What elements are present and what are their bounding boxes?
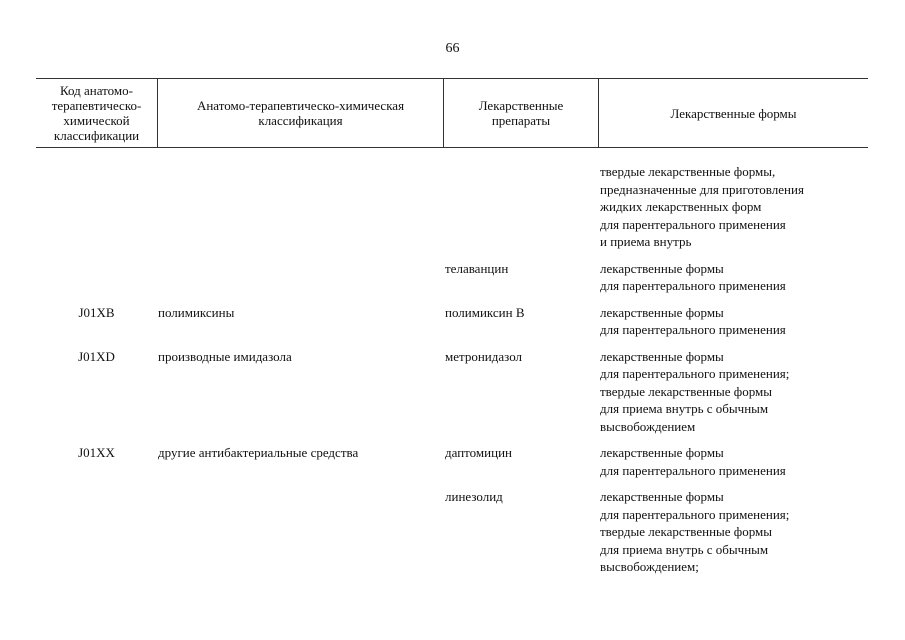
header-atc-classification: Анатомо-терапевтическо-химическая классификация bbox=[157, 79, 443, 147]
table-row bbox=[36, 444, 868, 479]
dosage-forms-cell: лекарственные формы для парентерального применения; твердые лекарственные формы для приема внутрь с обычным высвобождением; bbox=[600, 489, 790, 574]
dosage-forms-cell: лекарственные формы для парентерального применения bbox=[600, 260, 786, 293]
atc-code-cell bbox=[36, 488, 157, 576]
header-drugs: Лекарственные препараты bbox=[443, 79, 598, 147]
drug-cell: даптомицин bbox=[445, 445, 512, 460]
drug-cell: телаванцин bbox=[445, 260, 509, 276]
table-body bbox=[36, 148, 868, 576]
atc-code-cell: J01XD bbox=[78, 348, 115, 364]
classification-cell: производные имидазола bbox=[158, 348, 292, 364]
dosage-forms-cell: лекарственные формы для парентерального применения bbox=[600, 304, 786, 337]
classification-cell bbox=[157, 260, 443, 295]
drug-cell bbox=[443, 163, 598, 251]
atc-code-cell bbox=[36, 163, 157, 251]
page-number: 66 bbox=[445, 41, 460, 56]
table-row bbox=[36, 488, 868, 576]
dosage-forms-cell: лекарственные формы для парентерального применения bbox=[600, 445, 786, 478]
table-row bbox=[36, 304, 868, 339]
drug-cell: полимиксин B bbox=[445, 304, 525, 320]
classification-cell: другие антибактериальные средства bbox=[158, 445, 359, 460]
drug-cell: линезолид bbox=[445, 489, 503, 504]
header-dosage-forms: Лекарственные формы bbox=[598, 79, 868, 147]
header-atc-code: Код анатомо- терапевтическо- химической классификации bbox=[51, 83, 142, 143]
table-row bbox=[36, 163, 868, 251]
atc-code-cell: J01XB bbox=[78, 304, 115, 320]
drug-cell: метронидазол bbox=[445, 348, 523, 364]
atc-code-cell bbox=[36, 260, 157, 295]
table-row bbox=[36, 260, 868, 295]
table-header bbox=[36, 78, 868, 148]
classification-cell bbox=[157, 488, 443, 576]
classification-cell bbox=[157, 163, 443, 251]
table-row bbox=[36, 348, 868, 436]
drug-classification-table bbox=[36, 78, 868, 585]
classification-cell: полимиксины bbox=[158, 304, 235, 320]
atc-code-cell: J01XX bbox=[78, 445, 115, 460]
dosage-forms-cell: лекарственные формы для парентерального применения; твердые лекарственные формы для приема внутрь с обычным высвобождением bbox=[600, 348, 790, 434]
dosage-forms-cell: твердые лекарственные формы, предназначенные для приготовления жидких лекарственных форм для парентерального применения и приема внутрь bbox=[600, 164, 804, 249]
